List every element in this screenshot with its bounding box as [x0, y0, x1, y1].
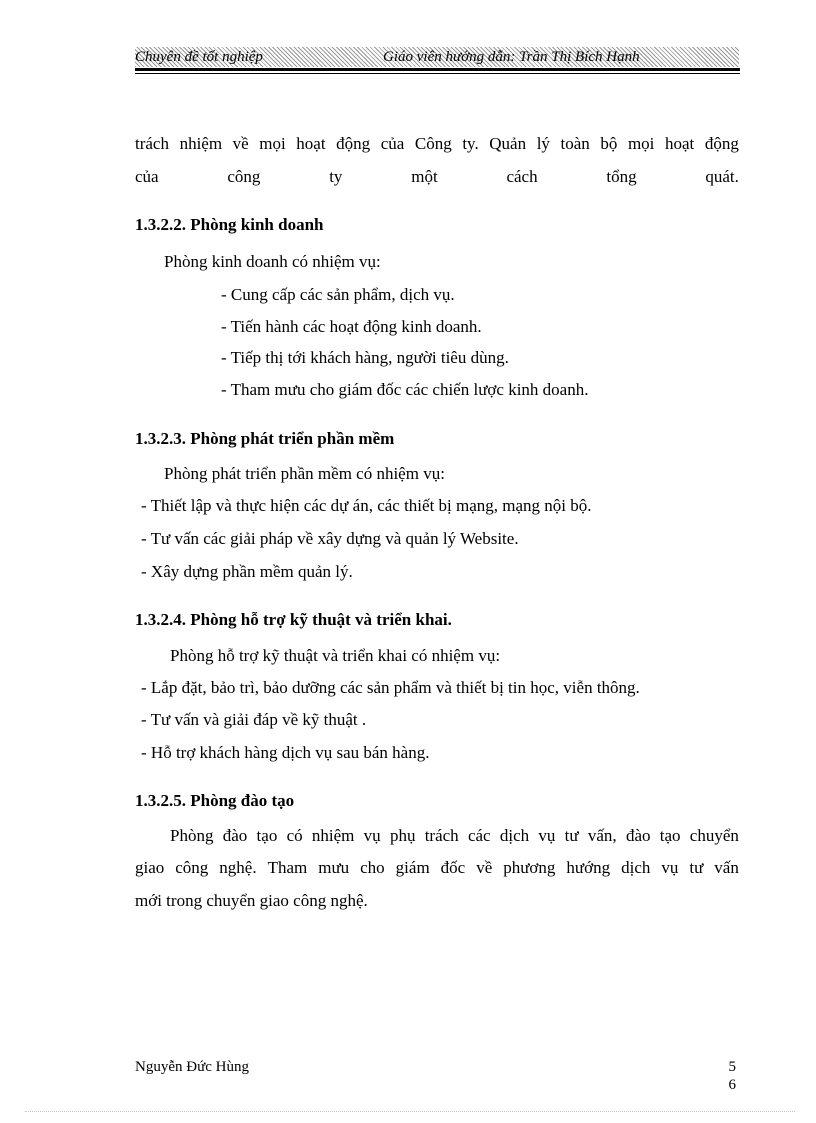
- ky-thuat-item-1: - Lắp đặt, bảo trì, bảo dưỡng các sản phẩm và thiết bị tin học, viễn thông.: [141, 678, 640, 697]
- justified-word: ty.: [462, 134, 479, 153]
- phan-mem-item-3: - Xây dựng phần mềm quản lý.: [141, 562, 353, 581]
- ky-thuat-item-3: - Hỗ trợ khách hàng dịch vụ sau bán hàng.: [141, 743, 430, 762]
- justified-word: quát.: [705, 167, 739, 186]
- dao-tao-line-1: [170, 825, 739, 847]
- justified-word: lý: [536, 134, 550, 153]
- page-number-digit-1: 5: [728, 1059, 736, 1075]
- footer-author: Nguyễn Đức Hùng: [135, 1059, 249, 1075]
- intro-line-1: [135, 133, 739, 155]
- section-heading-kinh-doanh: 1.3.2.2. Phòng kinh doanh: [135, 215, 324, 234]
- justified-word: mọi: [259, 134, 286, 153]
- section-heading-phan-mem: 1.3.2.3. Phòng phát triển phần mềm: [135, 429, 395, 448]
- section-heading-ky-thuat: 1.3.2.4. Phòng hỗ trợ kỹ thuật và triển khai.: [135, 610, 452, 629]
- justified-word: đào: [222, 826, 248, 845]
- justified-word: hoạt: [664, 134, 695, 153]
- kinh-doanh-item-4: - Tham mưu cho giám đốc các chiến lược kinh doanh.: [221, 380, 589, 399]
- justified-word: mọi: [627, 134, 655, 153]
- page-number: [722, 1058, 736, 1094]
- justified-word: bộ: [600, 134, 618, 153]
- justified-word: giao: [135, 858, 165, 877]
- justified-word: về: [232, 134, 249, 153]
- justified-word: tạo: [256, 826, 278, 845]
- justified-word: có: [286, 826, 303, 845]
- kinh-doanh-item-1: - Cung cấp các sản phẩm, dịch vụ.: [221, 285, 455, 304]
- header-advisor: Giáo viên hướng dẫn: Trần Thị Bích Hạnh: [383, 49, 640, 65]
- justified-word: dịch: [621, 858, 651, 877]
- kinh-doanh-item-2: - Tiến hành các hoạt động kinh doanh.: [221, 317, 482, 336]
- justified-word: ty: [329, 167, 343, 186]
- justified-word: hướng: [566, 858, 611, 877]
- justified-word: nhiệm: [311, 826, 355, 845]
- justified-word: nhiệm: [179, 134, 223, 153]
- justified-word: công: [227, 167, 261, 186]
- justified-word: trách: [135, 134, 169, 153]
- justified-word: đào: [625, 826, 651, 845]
- ky-thuat-lead: Phòng hỗ trợ kỹ thuật và triển khai có nhiệm vụ:: [170, 646, 501, 665]
- kinh-doanh-lead: Phòng kinh doanh có nhiệm vụ:: [164, 252, 381, 271]
- justified-word: động: [704, 134, 739, 153]
- justified-word: cách: [506, 167, 538, 186]
- justified-word: đốc: [440, 858, 466, 877]
- intro-line-2: [135, 166, 739, 188]
- justified-word: vụ: [538, 826, 556, 845]
- justified-word: Công: [414, 134, 452, 153]
- justified-word: dịch: [499, 826, 530, 845]
- justified-word: của: [380, 134, 405, 153]
- phan-mem-lead: Phòng phát triển phần mềm có nhiệm vụ:: [164, 464, 445, 483]
- justified-word: chuyển: [689, 826, 739, 845]
- justified-word: tư: [564, 826, 579, 845]
- justified-word: của: [135, 167, 159, 186]
- justified-word: giám: [395, 858, 430, 877]
- justified-word: phụ: [389, 826, 416, 845]
- ky-thuat-item-2: - Tư vấn và giải đáp về kỹ thuật .: [141, 710, 367, 729]
- header-rule-thick: [135, 68, 740, 71]
- justified-word: hoạt: [296, 134, 326, 153]
- justified-word: nghệ.: [219, 858, 257, 877]
- justified-word: toàn: [560, 134, 590, 153]
- phan-mem-item-1: - Thiết lập và thực hiện các dự án, các thiết bị mạng, mạng nội bộ.: [141, 496, 592, 515]
- justified-word: tư: [689, 858, 704, 877]
- justified-word: một: [411, 167, 438, 186]
- justified-word: các: [467, 826, 491, 845]
- justified-word: vụ: [363, 826, 381, 845]
- justified-word: Tham: [267, 858, 308, 877]
- justified-word: động: [336, 134, 371, 153]
- justified-word: tổng: [606, 167, 637, 186]
- dao-tao-line-2: [135, 857, 739, 879]
- justified-word: vấn: [714, 858, 739, 877]
- header-rule-thin: [135, 73, 740, 74]
- justified-word: vụ: [661, 858, 679, 877]
- dao-tao-line-3: mới trong chuyển giao công nghệ.: [135, 891, 368, 910]
- page-number-digit-2: 6: [728, 1077, 736, 1093]
- justified-word: công: [175, 858, 209, 877]
- page-bottom-dotted-line: [25, 1111, 795, 1112]
- justified-word: tạo: [659, 826, 681, 845]
- justified-word: Phòng: [170, 826, 214, 845]
- justified-word: vấn,: [587, 826, 617, 845]
- justified-word: về: [476, 858, 493, 877]
- justified-word: Quản: [489, 134, 527, 153]
- justified-word: mưu: [318, 858, 350, 877]
- running-header: [135, 47, 739, 67]
- justified-word: trách: [424, 826, 459, 845]
- justified-word: phương: [503, 858, 556, 877]
- section-heading-dao-tao: 1.3.2.5. Phòng đào tạo: [135, 791, 295, 810]
- kinh-doanh-item-3: - Tiếp thị tới khách hàng, người tiêu dùng.: [221, 348, 509, 367]
- header-title: Chuyên đề tốt nghiệp: [135, 49, 263, 65]
- justified-word: cho: [360, 858, 385, 877]
- phan-mem-item-2: - Tư vấn các giải pháp về xây dựng và quản lý Website.: [141, 529, 519, 548]
